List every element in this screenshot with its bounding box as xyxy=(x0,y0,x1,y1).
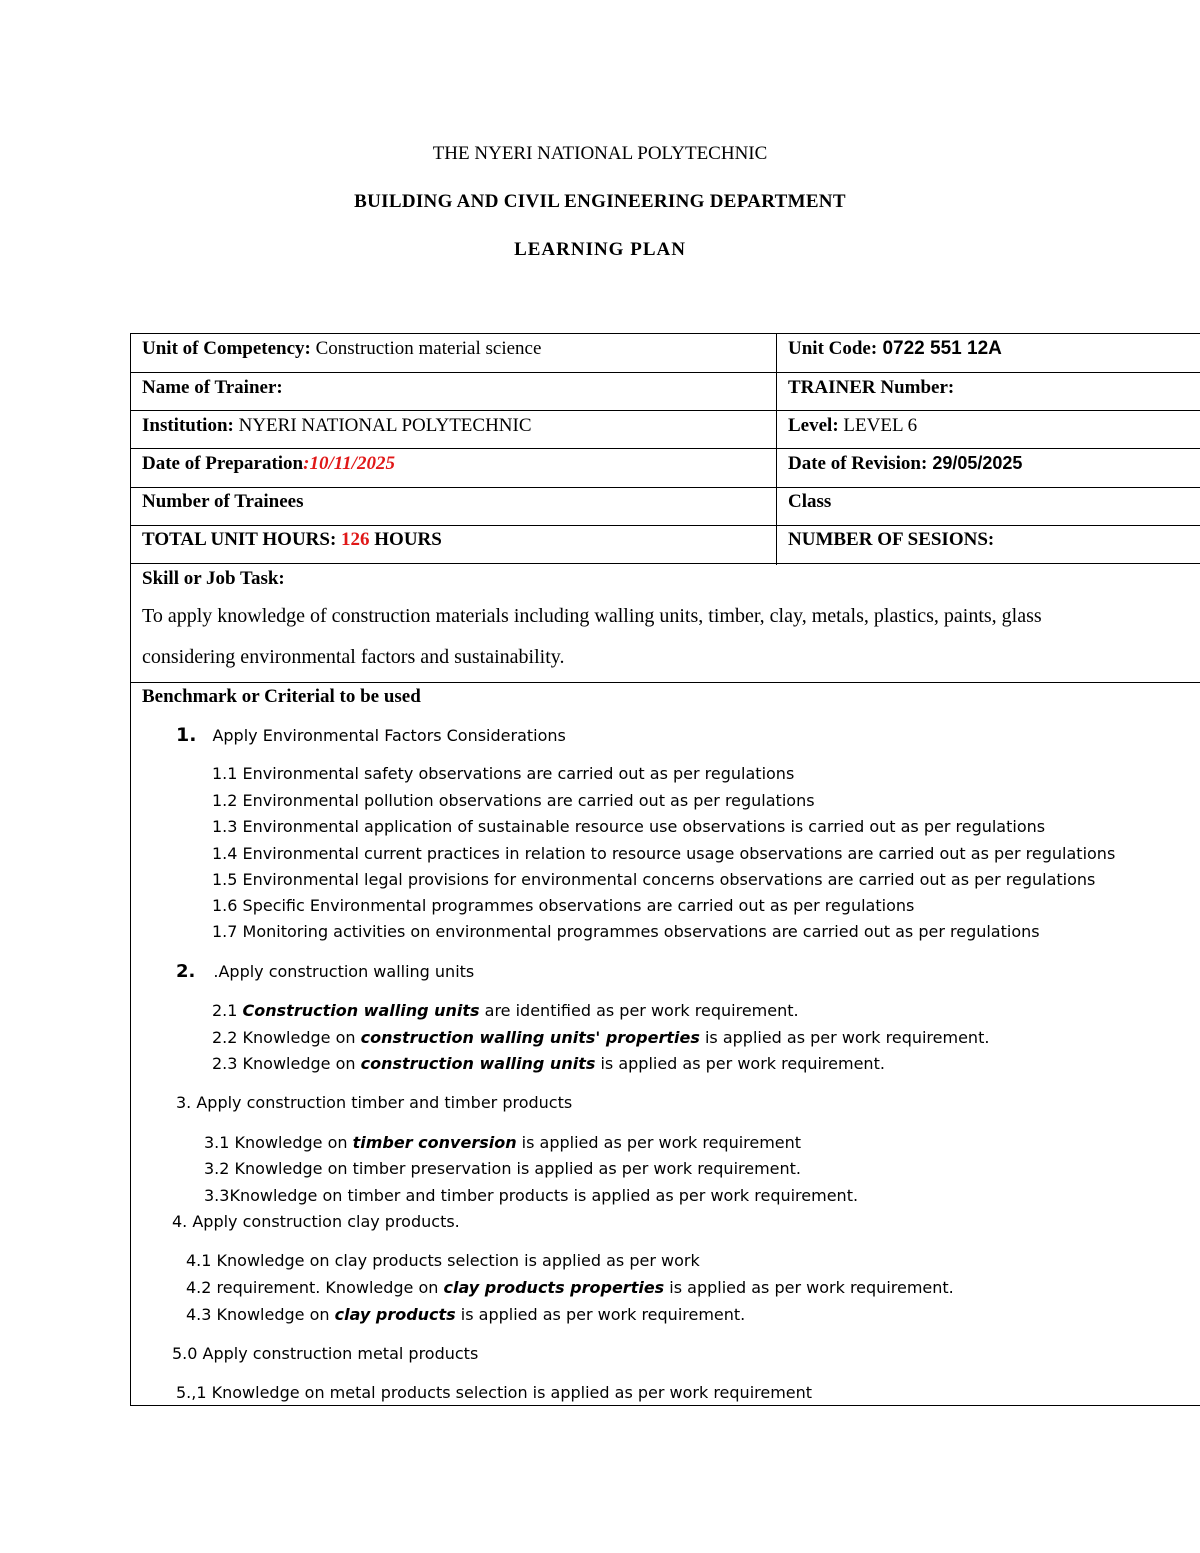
criteria-section-title: 1. Apply Environmental Factors Considerations xyxy=(176,724,566,746)
criteria-item: 2.3 Knowledge on construction walling units is applied as per work requirement. xyxy=(212,1054,885,1073)
class-field: Class xyxy=(788,491,832,512)
number-of-trainees: Number of Trainees xyxy=(142,491,304,512)
criteria-item: 4.3 Knowledge on clay products is applied as per work requirement. xyxy=(186,1305,746,1324)
criteria-section-title: 2. .Apply construction walling units xyxy=(176,961,475,982)
criteria-item: 5.,1 Knowledge on metal products selection is applied as per work requirement xyxy=(176,1383,813,1402)
unit-code: Unit Code: 0722 551 12A xyxy=(788,338,1002,359)
benchmark-label: Benchmark or Criterial to be used xyxy=(142,686,421,707)
criteria-item: 3.1 Knowledge on timber conversion is applied as per work requirement xyxy=(204,1133,802,1152)
criteria-section-title: 4. Apply construction clay products. xyxy=(172,1212,460,1231)
criteria-item: 1.5 Environmental legal provisions for environmental concerns observations are carried out as per regulations xyxy=(212,870,1096,889)
date-of-revision: Date of Revision: 29/05/2025 xyxy=(788,453,1023,474)
table-bottom-border xyxy=(130,1405,1200,1406)
criteria-item: 2.2 Knowledge on construction walling units' properties is applied as per work requirement. xyxy=(212,1028,990,1047)
criteria-section-title: 3. Apply construction timber and timber products xyxy=(176,1093,573,1112)
trainer-number: TRAINER Number: xyxy=(788,377,955,398)
level-field: Level: LEVEL 6 xyxy=(788,415,918,436)
criteria-item: 3.3Knowledge on timber and timber products is applied as per work requirement. xyxy=(204,1186,859,1205)
criteria-item: 1.6 Specific Environmental programmes observations are carried out as per regulations xyxy=(212,896,915,915)
institution-field: Institution: NYERI NATIONAL POLYTECHNIC xyxy=(142,415,532,436)
row-divider xyxy=(130,448,1200,449)
row-divider xyxy=(130,682,1200,683)
skill-description-line: considering environmental factors and sustainability. xyxy=(142,646,565,668)
criteria-item: 2.1 Construction walling units are identified as per work requirement. xyxy=(212,1001,799,1020)
skill-description-line: To apply knowledge of construction materials including walling units, timber, clay, metals, plastics, paints, glass xyxy=(142,605,1042,627)
skill-label: Skill or Job Task: xyxy=(142,568,285,589)
row-divider xyxy=(130,410,1200,411)
total-unit-hours: TOTAL UNIT HOURS: 126 HOURS xyxy=(142,529,442,550)
criteria-item: 1.7 Monitoring activities on environmental programmes observations are carried out as per regulations xyxy=(212,922,1040,941)
date-of-preparation: Date of Preparation:10/11/2025 xyxy=(142,453,395,474)
criteria-item: 1.2 Environmental pollution observations are carried out as per regulations xyxy=(212,791,815,810)
criteria-item: 3.2 Knowledge on timber preservation is applied as per work requirement. xyxy=(204,1159,802,1178)
institution-heading: THE NYERI NATIONAL POLYTECHNIC xyxy=(432,143,768,164)
row-divider xyxy=(130,525,1200,526)
unit-of-competency: Unit of Competency: Construction material science xyxy=(142,338,542,359)
row-divider xyxy=(130,487,1200,488)
criteria-item: 1.4 Environmental current practices in relation to resource usage observations are carried out as per regulations xyxy=(212,844,1116,863)
column-divider xyxy=(776,333,777,565)
criteria-item: 4.2 requirement. Knowledge on clay products properties is applied as per work requirement. xyxy=(186,1278,954,1297)
criteria-item: 1.3 Environmental application of sustainable resource use observations is carried out as per regulations xyxy=(212,817,1046,836)
department-heading: BUILDING AND CIVIL ENGINEERING DEPARTMENT xyxy=(354,191,846,212)
number-of-sessions: NUMBER OF SESIONS: xyxy=(788,529,995,550)
criteria-item: 1.1 Environmental safety observations are carried out as per regulations xyxy=(212,764,795,783)
document-title: LEARNING PLAN xyxy=(514,239,686,260)
row-divider xyxy=(130,372,1200,373)
row-divider xyxy=(130,563,1200,564)
trainer-name: Name of Trainer: xyxy=(142,377,283,398)
criteria-section-title: 5.0 Apply construction metal products xyxy=(172,1344,479,1363)
criteria-item: 4.1 Knowledge on clay products selection is applied as per work xyxy=(186,1251,700,1270)
